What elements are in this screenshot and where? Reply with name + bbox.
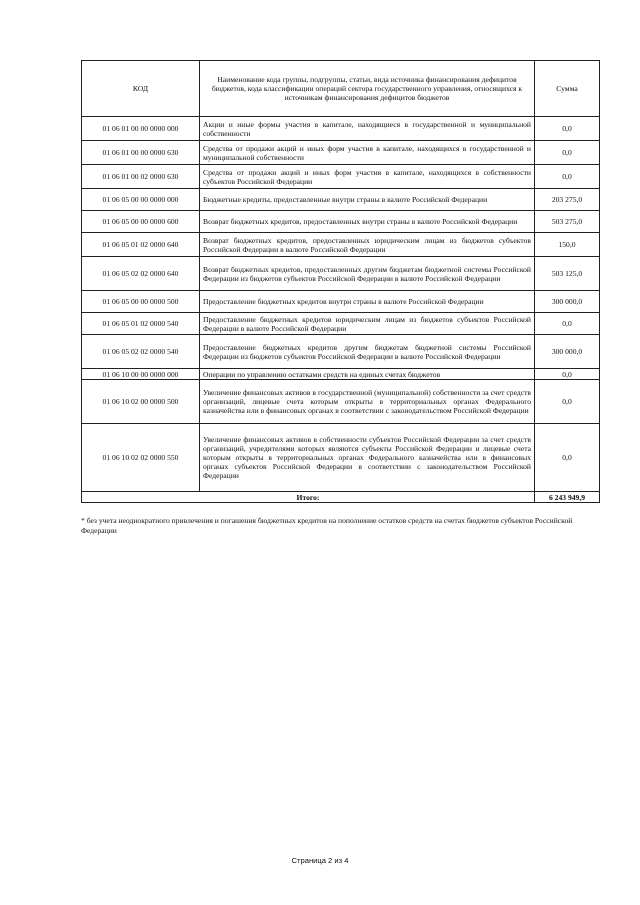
row-code: 01 06 05 02 02 0000 540 (82, 335, 200, 369)
row-code: 01 06 10 02 02 0000 550 (82, 424, 200, 492)
row-name: Средства от продажи акций и иных форм участия в капитале, находящихся в собственности субъектов Российской Федерации (200, 165, 535, 189)
table-row (82, 380, 600, 424)
row-name: Возврат бюджетных кредитов, предоставленных другим бюджетам бюджетной системы Российской Федерации из бюджетов субъектов Российской Федерации в валюте Российской Федерации (200, 257, 535, 291)
table-row (82, 189, 600, 211)
row-name: Предоставление бюджетных кредитов другим бюджетам бюджетной системы Российской Федерации из бюджетов субъектов Российской Федерации в валюте Российской Федерации (200, 335, 535, 369)
table-header-row (82, 61, 600, 117)
table-row (82, 335, 600, 369)
table-row (82, 117, 600, 141)
table-row (82, 369, 600, 380)
header-sum: Сумма (535, 61, 600, 117)
row-name: Операции по управлению остатками средств на единых счетах бюджетов (200, 369, 535, 380)
sources-table (81, 60, 600, 503)
row-sum: 0,0 (535, 369, 600, 380)
row-name: Возврат бюджетных кредитов, предоставленных внутри страны в валюте Российской Федерации (200, 211, 535, 233)
row-code: 01 06 01 00 02 0000 630 (82, 165, 200, 189)
row-sum: 503 275,0 (535, 211, 600, 233)
row-name: Предоставление бюджетных кредитов внутри страны в валюте Российской Федерации (200, 291, 535, 313)
row-sum: 0,0 (535, 141, 600, 165)
page-number: Страница 2 из 4 (291, 856, 349, 865)
footnote: * без учета неоднократного привлечения и погашения бюджетных кредитов на пополнение остатков средств на счетах бюджетов субъектов Российской Федерации (81, 516, 573, 535)
row-code: 01 06 05 01 02 0000 640 (82, 233, 200, 257)
table-row (82, 291, 600, 313)
row-code: 01 06 10 02 00 0000 500 (82, 380, 200, 424)
row-sum: 203 275,0 (535, 189, 600, 211)
row-code: 01 06 05 00 00 0000 500 (82, 291, 200, 313)
table-row (82, 233, 600, 257)
total-sum: 6 243 949,9 (535, 492, 600, 503)
row-sum: 300 000,0 (535, 291, 600, 313)
row-code: 01 06 01 00 00 0000 630 (82, 141, 200, 165)
row-sum: 0,0 (535, 117, 600, 141)
table-row (82, 211, 600, 233)
row-name: Средства от продажи акций и иных форм участия в капитале, находящихся в государственной и муниципальной собственности (200, 141, 535, 165)
row-sum: 0,0 (535, 313, 600, 335)
row-sum: 0,0 (535, 424, 600, 492)
row-name: Увеличение финансовых активов в государственной (муниципальной) собственности за счет средств организаций, лицевые счета которым открыты в территориальных органах Федерального казначейства или в финансовых органах в соответствии с законодательством Российской Федерации (200, 380, 535, 424)
row-name: Возврат бюджетных кредитов, предоставленных юридическим лицам из бюджетов субъектов Российской Федерации в валюте Российской Федерации (200, 233, 535, 257)
row-name: Бюджетные кредиты, предоставленные внутри страны в валюте Российской Федерации (200, 189, 535, 211)
row-sum: 0,0 (535, 380, 600, 424)
row-code: 01 06 10 00 00 0000 000 (82, 369, 200, 380)
row-code: 01 06 05 02 02 0000 640 (82, 257, 200, 291)
header-code: КОД (82, 61, 200, 117)
table-row (82, 257, 600, 291)
header-name: Наименование кода группы, подгруппы, статьи, вида источника финансирования дефицитов бюджетов, кода классификации операций сектора государственного управления, относящихся к источникам финансирования дефицитов бюджетов (200, 61, 535, 117)
row-sum: 0,0 (535, 165, 600, 189)
row-code: 01 06 05 00 00 0000 000 (82, 189, 200, 211)
total-label: Итого: (82, 492, 535, 503)
row-sum: 300 000,0 (535, 335, 600, 369)
table-row (82, 313, 600, 335)
total-row (82, 492, 600, 503)
row-name: Акции и иные формы участия в капитале, находящиеся в государственной и муниципальной собственности (200, 117, 535, 141)
table-row (82, 141, 600, 165)
row-code: 01 06 05 00 00 0000 600 (82, 211, 200, 233)
row-sum: 503 125,0 (535, 257, 600, 291)
table-row (82, 424, 600, 492)
row-name: Предоставление бюджетных кредитов юридическим лицам из бюджетов субъектов Российской Федерации в валюте Российской Федерации (200, 313, 535, 335)
table-row (82, 165, 600, 189)
row-sum: 150,0 (535, 233, 600, 257)
row-code: 01 06 05 01 02 0000 540 (82, 313, 200, 335)
row-name: Увеличение финансовых активов в собственности субъектов Российской Федерации за счет средств организаций, учредителями которых являются субъекты Российской Федерации и лицевые счета которым открыты в территориальных органах Федерального казначейства или в финансовых органах субъектов Российской Федерации в соответствии с законодательством Российской Федерации (200, 424, 535, 492)
row-code: 01 06 01 00 00 0000 000 (82, 117, 200, 141)
